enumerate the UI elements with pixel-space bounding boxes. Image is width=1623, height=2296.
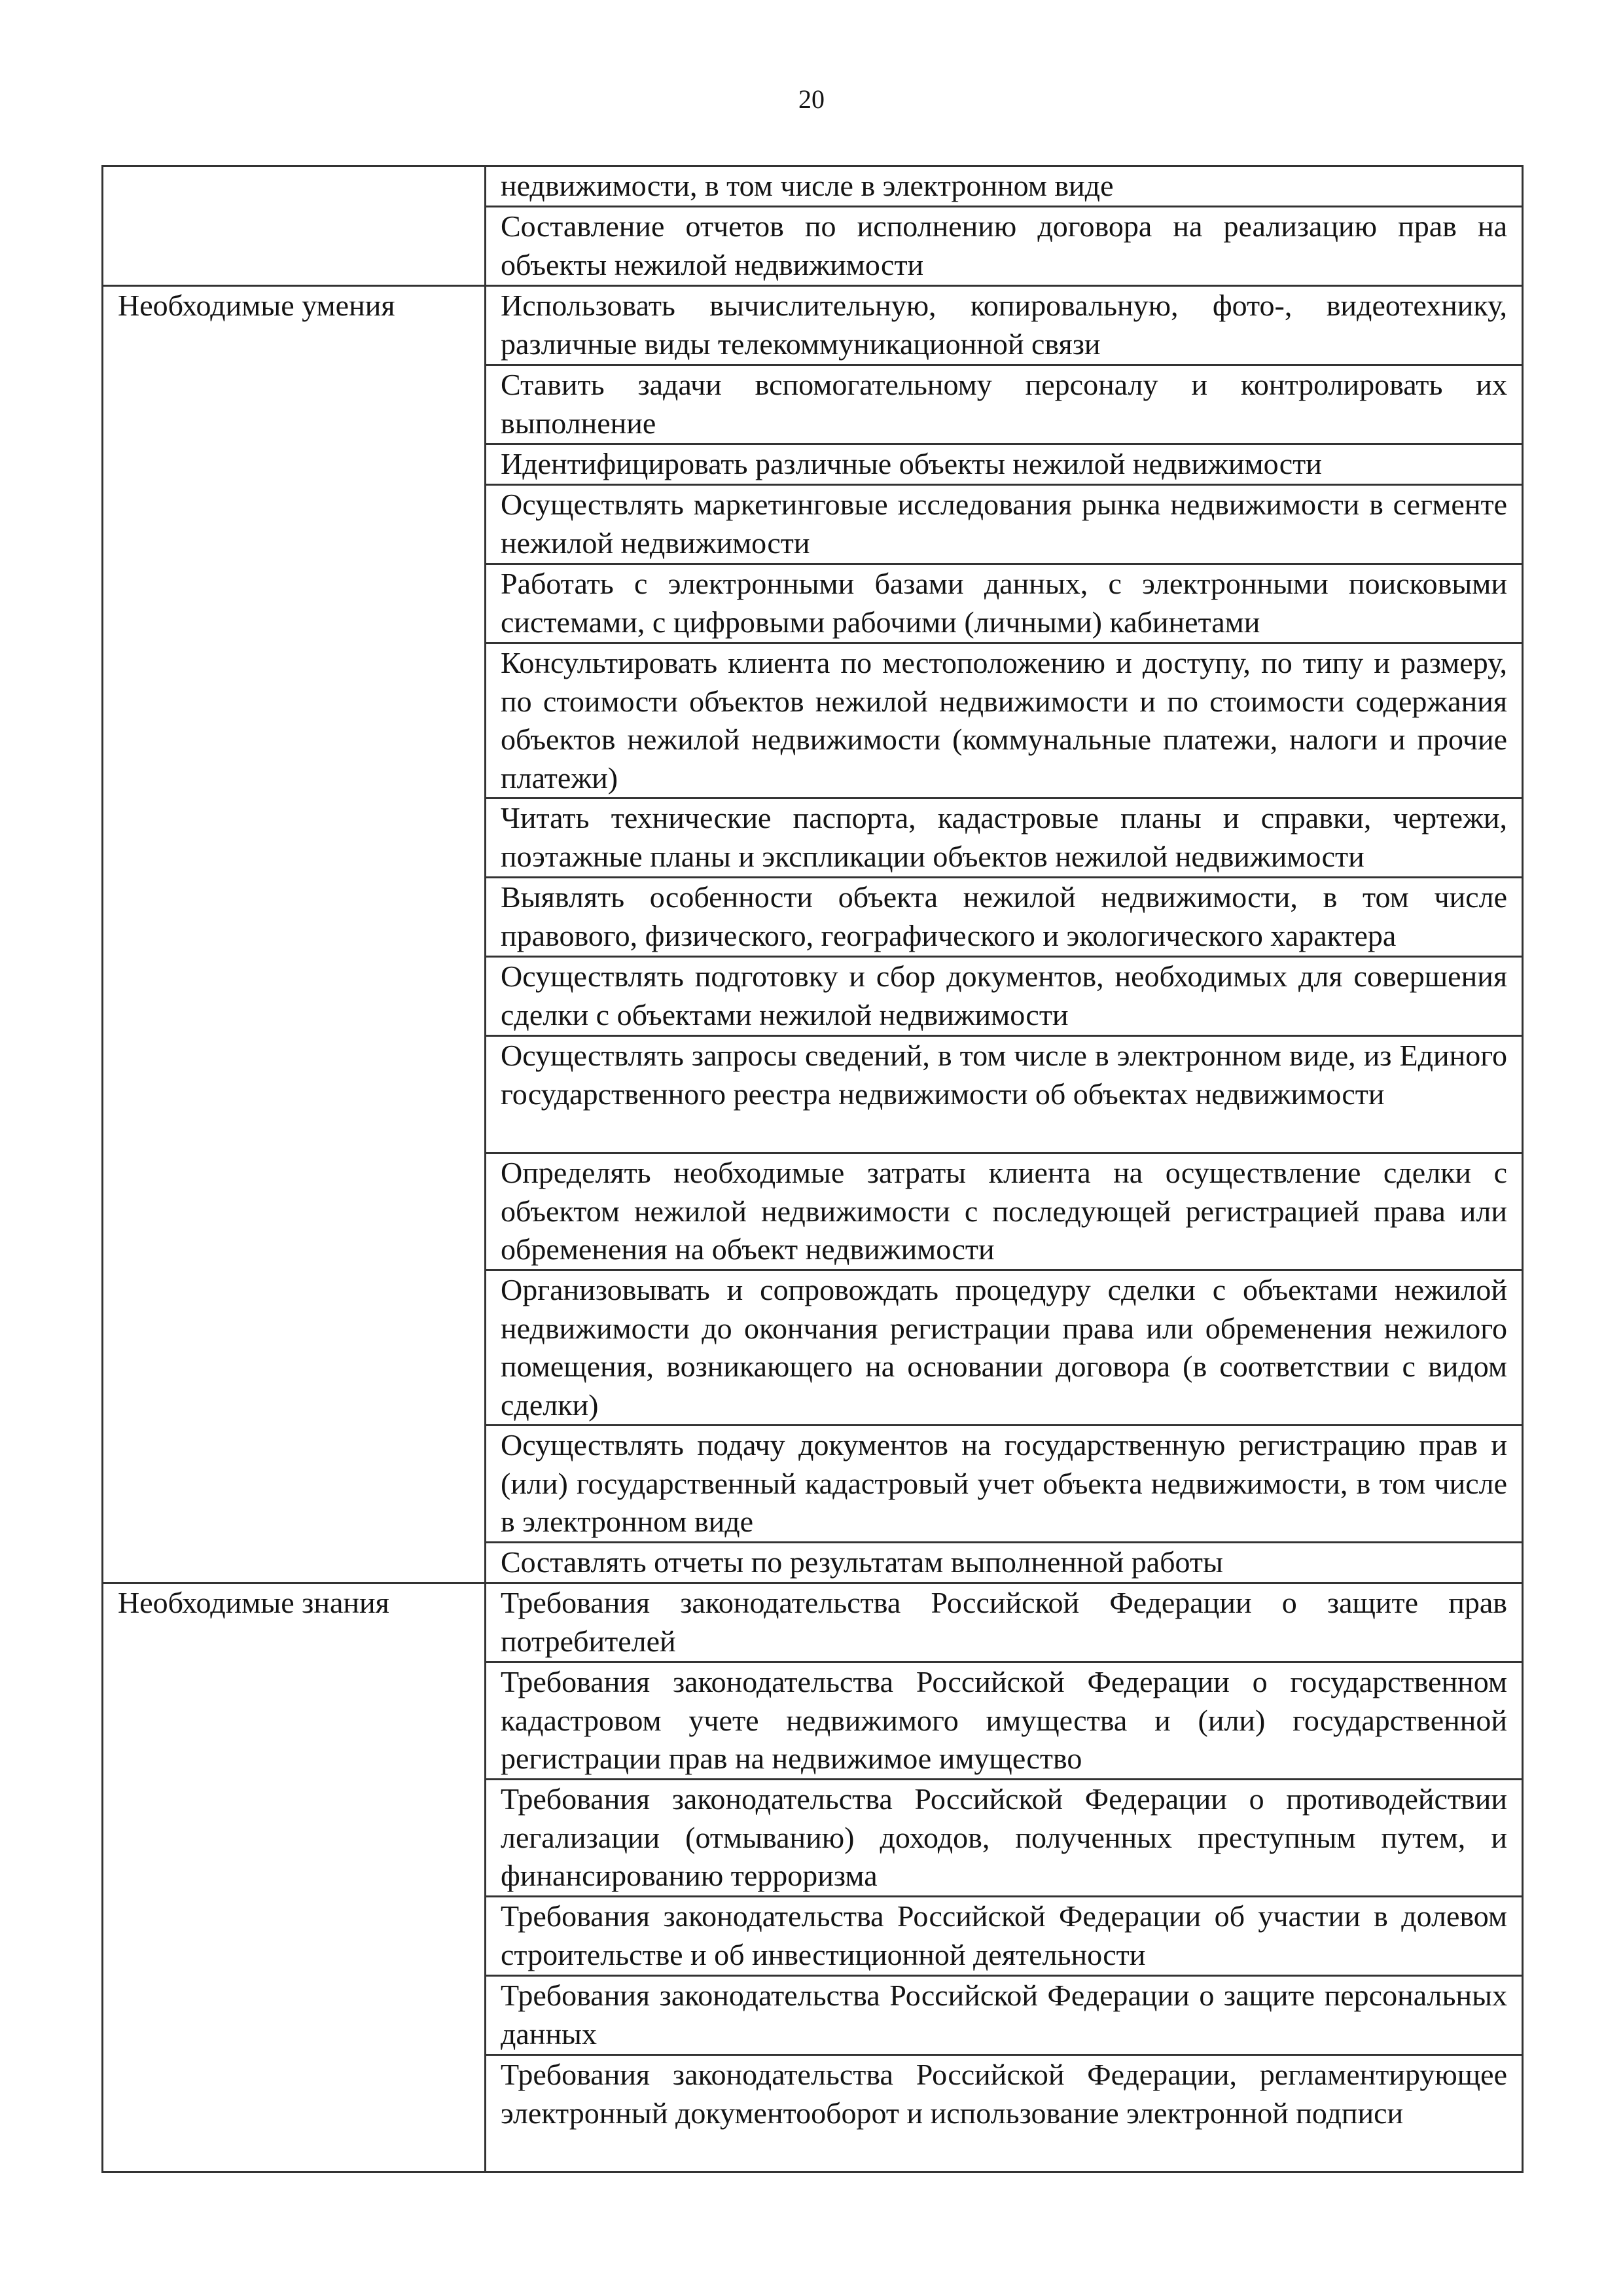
table-cell — [486, 1976, 1523, 2055]
section-label: Необходимые знания — [118, 1586, 389, 1619]
table-cell — [486, 798, 1523, 878]
table-cell — [486, 1543, 1523, 1583]
skills-label-cell — [103, 286, 486, 1583]
list-item: Требования законодательства Российской Федерации о противодействии легализации (отмыванию) доходов, полученных преступным путем, и финансированию терроризма — [501, 1782, 1507, 1892]
table-cell — [486, 1662, 1523, 1780]
table-row — [103, 286, 1523, 365]
table-cell — [486, 1153, 1523, 1270]
continuation-label-cell — [103, 166, 486, 286]
table-cell — [486, 643, 1523, 798]
list-item: Осуществлять подготовку и сбор документов, необходимых для совершения сделки с объектами нежилой недвижимости — [501, 960, 1507, 1031]
table-cell — [486, 1036, 1523, 1153]
table-cell — [486, 2055, 1523, 2172]
list-item: Читать технические паспорта, кадастровые планы и справки, чертежи, поэтажные планы и экспликации объектов нежилой недвижимости — [501, 801, 1507, 873]
table-cell — [486, 166, 1523, 207]
table-cell — [486, 878, 1523, 957]
table-cell — [486, 485, 1523, 564]
table-cell — [486, 1780, 1523, 1897]
page-number: 20 — [798, 84, 825, 114]
table-cell — [486, 957, 1523, 1036]
table-cell — [486, 207, 1523, 286]
table-cell — [486, 365, 1523, 444]
list-item: Работать с электронными базами данных, с электронными поисковыми системами, с цифровыми рабочими (личными) кабинетами — [501, 567, 1507, 639]
list-item: Осуществлять подачу документов на государственную регистрацию прав и (или) государственный кадастровый учет объекта недвижимости, в том числе в электронном виде — [501, 1428, 1507, 1538]
list-item: Организовывать и сопровождать процедуру сделки с объектами нежилой недвижимости до окончания регистрации права или обременения нежилого помещения, возникающего на основании договора (в соответствии с видом сделки) — [501, 1273, 1507, 1422]
table-row — [103, 1583, 1523, 1662]
table-cell — [486, 1583, 1523, 1662]
table-row — [103, 166, 1523, 207]
list-item: Определять необходимые затраты клиента на осуществление сделки с объектом нежилой недвижимости с последующей регистрацией права или обременения на объект недвижимости — [501, 1156, 1507, 1266]
table-cell — [486, 444, 1523, 485]
list-item: Составлять отчеты по результатам выполненной работы — [501, 1545, 1223, 1579]
list-item: Идентифицировать различные объекты нежилой недвижимости — [501, 447, 1322, 480]
list-item: Консультировать клиента по местоположению и доступу, по типу и размеру, по стоимости объектов нежилой недвижимости и по стоимости содержания объектов нежилой недвижимости (коммунальные платежи, налоги и прочие платежи) — [501, 646, 1507, 795]
list-item: Требования законодательства Российской Федерации о защите персональных данных — [501, 1979, 1507, 2051]
table-cell — [486, 1270, 1523, 1426]
list-item: Требования законодательства Российской Федерации об участии в долевом строительстве и об инвестиционной деятельности — [501, 1899, 1507, 1971]
list-item: Осуществлять маркетинговые исследования рынка недвижимости в сегменте нежилой недвижимости — [501, 488, 1507, 560]
list-item: Требования законодательства Российской Федерации, регламентирующее электронный документооборот и использование электронной подписи — [501, 2058, 1507, 2130]
table-cell — [486, 564, 1523, 643]
table-cell — [486, 286, 1523, 365]
competency-table — [101, 165, 1524, 2173]
list-item: Составление отчетов по исполнению договора на реализацию прав на объекты нежилой недвижимости — [501, 209, 1507, 281]
section-label: Необходимые умения — [118, 289, 395, 322]
list-item: Ставить задачи вспомогательному персоналу и контролировать их выполнение — [501, 368, 1507, 440]
table-cell — [486, 1897, 1523, 1976]
list-item: Осуществлять запросы сведений, в том числе в электронном виде, из Единого государственного реестра недвижимости об объектах недвижимости — [501, 1039, 1507, 1111]
table-cell — [486, 1426, 1523, 1543]
list-item: недвижимости, в том числе в электронном виде — [501, 169, 1114, 202]
knowledge-label-cell — [103, 1583, 486, 2172]
list-item: Требования законодательства Российской Федерации о государственном кадастровом учете недвижимого имущества и (или) государственной регистрации прав на недвижимое имущество — [501, 1665, 1507, 1775]
list-item: Выявлять особенности объекта нежилой недвижимости, в том числе правового, физического, географического и экологического характера — [501, 880, 1507, 952]
list-item: Использовать вычислительную, копировальную, фото-, видеотехнику, различные виды телекоммуникационной связи — [501, 289, 1507, 361]
list-item: Требования законодательства Российской Федерации о защите прав потребителей — [501, 1586, 1507, 1658]
